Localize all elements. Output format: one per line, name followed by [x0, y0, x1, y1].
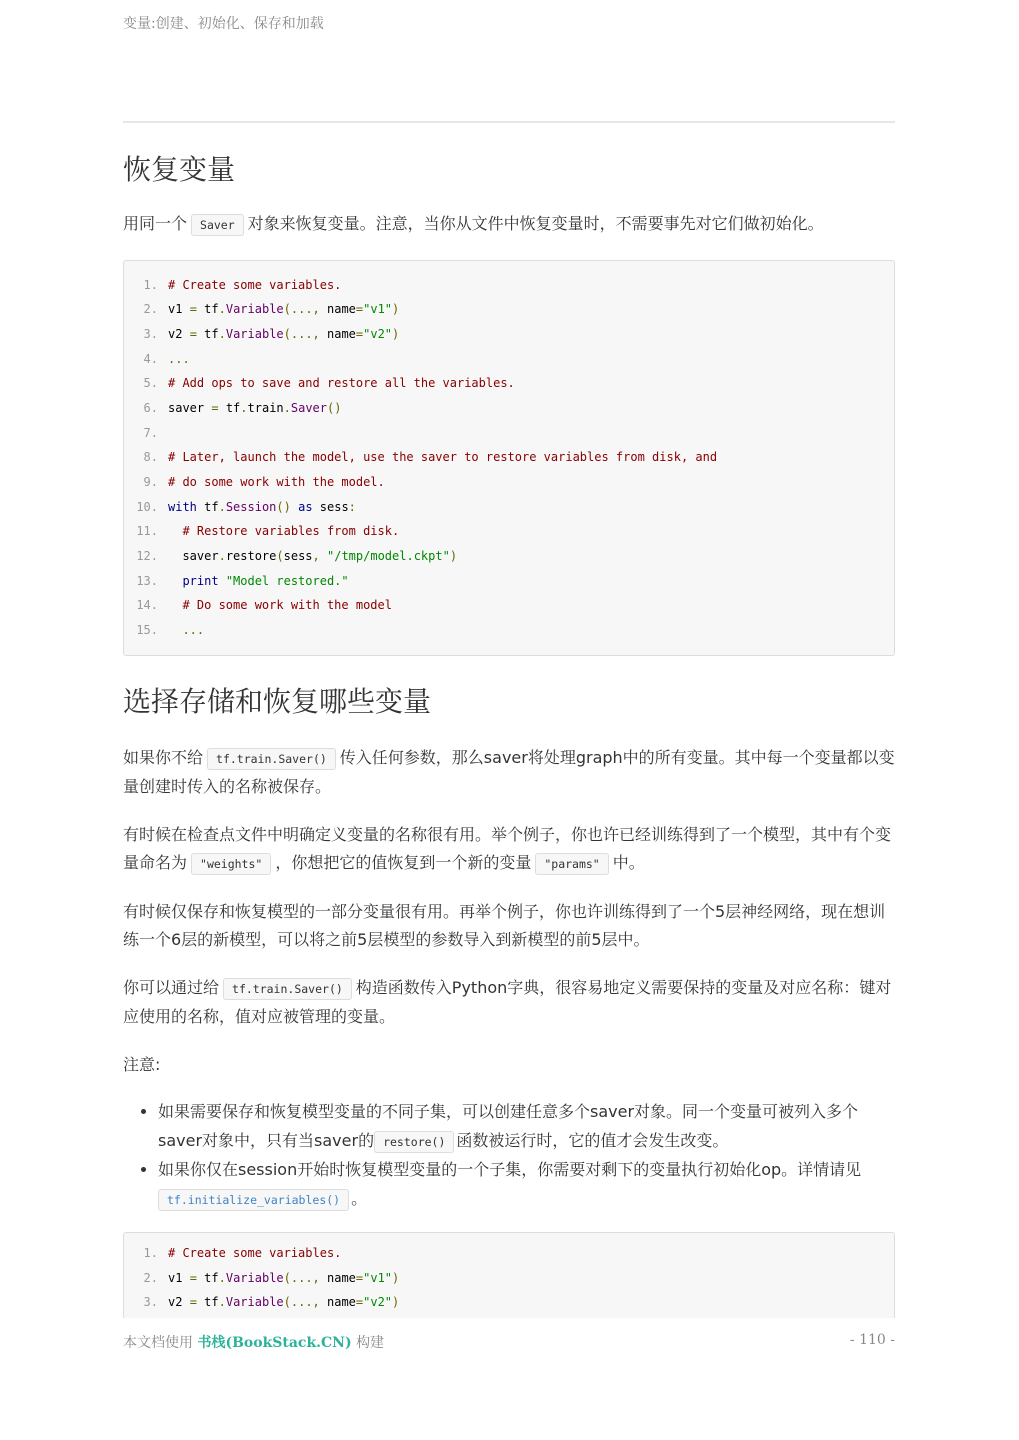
code-text: [168, 396, 341, 421]
code-token: tf: [196, 499, 219, 514]
code-token: Session: [225, 499, 277, 514]
line-number: 3.: [143, 326, 158, 341]
code-token: # Restore variables from disk.: [182, 524, 400, 539]
code-text: [168, 544, 457, 569]
inline-code-train-saver-2: tf.train.Saver(): [223, 978, 352, 1000]
code-token: .: [240, 400, 248, 415]
inline-code-restore: restore(): [374, 1131, 454, 1153]
code-token: .: [283, 400, 291, 415]
note-list: [123, 1098, 895, 1214]
code-token: # Do some work with the model: [182, 598, 392, 613]
line-number: 2.: [143, 302, 158, 317]
line-number: 13.: [136, 573, 158, 588]
line-number: 12.: [136, 549, 158, 564]
code-token: =: [355, 302, 364, 317]
code-token: [168, 524, 182, 538]
note-label: 注意:: [123, 1054, 161, 1074]
code-token: .: [218, 326, 226, 341]
code-line: [124, 495, 894, 520]
text: 构造函数传入Python字典，很容易地定义需要保持的变量及对应名称：键对应使用的名称，值对应被管理的变量。: [123, 977, 892, 1027]
code-token: Variable: [225, 326, 284, 341]
code-text: [168, 273, 341, 298]
code-token: [291, 500, 298, 514]
code-token: v1: [168, 302, 190, 317]
inline-code-params: "params": [535, 853, 608, 875]
code-token: .: [218, 549, 226, 564]
code-token: =: [189, 326, 197, 341]
code-token: (): [327, 400, 342, 415]
code-text: [168, 1266, 399, 1291]
code-token: with: [168, 499, 197, 514]
code-token: ,: [312, 549, 320, 564]
code-text: [168, 593, 392, 618]
code-token: v2: [168, 326, 190, 341]
code-text: [168, 470, 385, 495]
code-block-subset[interactable]: [123, 1232, 895, 1318]
code-token: v1: [168, 1270, 190, 1285]
inline-code-saver: Saver: [191, 214, 244, 236]
code-line: [124, 1241, 894, 1266]
text: 如果你仅在session开始时恢复模型变量的一个子集，你需要对剩下的变量执行初始化op。详情请见: [158, 1160, 862, 1180]
code-line: [124, 371, 894, 396]
code-token: tf: [218, 400, 241, 415]
code-token: ): [449, 549, 458, 564]
text: 中。: [612, 853, 645, 873]
line-number: 7.: [143, 425, 158, 440]
code-token: [219, 574, 226, 588]
code-token: .: [218, 1270, 226, 1285]
code-token: "Model restored.": [225, 573, 349, 588]
list-item: [158, 1098, 895, 1156]
code-token: print: [182, 573, 219, 588]
code-token: [168, 574, 182, 588]
line-number: 4.: [143, 351, 158, 366]
code-line: [124, 519, 894, 544]
text: 传入任何参数，那么saver将处理graph中的所有变量。其中每一个变量都以变量创建时传入的名称被保存。: [123, 747, 895, 797]
code-token: tf: [196, 326, 219, 341]
text: ，你想把它的值恢复到一个新的变量: [275, 853, 532, 873]
footer-brand-link[interactable]: 书栈(BookStack.CN): [197, 1335, 352, 1351]
code-token: # Create some variables.: [168, 277, 342, 292]
code-token: tf: [196, 1295, 219, 1310]
paragraph-restore-intro: [123, 210, 895, 240]
code-token: (...,: [283, 326, 320, 341]
line-number: 1.: [143, 1246, 158, 1260]
code-token: (): [276, 499, 291, 514]
line-number: 8.: [143, 450, 158, 465]
code-token: .: [218, 499, 226, 514]
code-token: :: [348, 499, 356, 514]
header-divider: [123, 121, 895, 123]
code-token: "/tmp/model.ckpt": [327, 549, 450, 564]
code-token: .: [218, 302, 226, 317]
code-token: .: [218, 1295, 226, 1310]
code-token: =: [355, 1270, 364, 1285]
code-text: [168, 347, 190, 372]
code-line: [124, 322, 894, 347]
code-text: [168, 322, 399, 347]
code-line: [124, 544, 894, 569]
code-token: # Add ops to save and restore all the variables.: [168, 376, 515, 391]
code-line: [124, 445, 894, 470]
code-token: ): [392, 326, 400, 341]
code-token: name: [319, 302, 356, 317]
code-line: [124, 593, 894, 618]
code-text: [168, 297, 399, 322]
text: 函数被运行时，它的值才会发生改变。: [456, 1130, 729, 1150]
page-number: - 110 -: [849, 1332, 895, 1348]
code-block-restore[interactable]: [123, 260, 895, 656]
code-token: [168, 623, 182, 637]
inline-code-train-saver: tf.train.Saver(): [207, 748, 336, 770]
code-token: Variable: [225, 1270, 284, 1285]
line-number: 10.: [136, 499, 158, 514]
code-token: ): [392, 1270, 400, 1285]
code-line: [124, 396, 894, 421]
code-block-partial-wrapper: [123, 1232, 895, 1318]
main-content: [123, 150, 895, 1214]
code-text: [168, 495, 356, 520]
text: 你可以通过给: [123, 977, 220, 997]
code-line: [124, 618, 894, 643]
code-text: [168, 445, 717, 470]
code-token: # do some work with the model.: [168, 475, 385, 489]
code-token: ): [392, 1295, 400, 1310]
code-token: =: [189, 1295, 197, 1310]
text: 有时候在检查点文件中明确定义变量的名称很有用。举个例子，你也许已经训练得到了一个模型，其中有个变量命名为: [123, 824, 892, 873]
line-number: 2.: [143, 1270, 158, 1285]
code-token: tf: [196, 1270, 219, 1285]
code-token: sess: [283, 549, 313, 564]
code-token: ...: [182, 623, 205, 638]
text: 对象来恢复变量。注意，当你从文件中恢复变量时，不需要事先对它们做初始化。: [247, 214, 824, 233]
code-token: # Later, launch the model, use the saver to restore variables from disk, and: [168, 450, 718, 465]
code-token: [320, 549, 327, 563]
code-token: (: [276, 549, 284, 564]
code-token: (...,: [283, 1270, 320, 1285]
line-number: 9.: [143, 475, 158, 489]
inline-code-weights: "weights": [191, 853, 271, 875]
line-number: 5.: [143, 376, 158, 391]
footer-suffix: 构建: [356, 1335, 385, 1351]
line-number: 6.: [143, 400, 158, 415]
code-token: train: [247, 400, 284, 415]
code-token: saver: [168, 549, 219, 564]
footer-credit: [123, 1332, 384, 1352]
code-token: =: [189, 1270, 197, 1285]
code-token: tf: [196, 302, 219, 317]
code-token: name: [319, 326, 356, 341]
line-number: 14.: [136, 598, 158, 613]
section-title-choose-variables: 选择存储和恢复哪些变量: [123, 684, 432, 718]
code-token: restore: [225, 549, 277, 564]
code-token: "v2": [363, 326, 393, 341]
line-number: 15.: [136, 623, 158, 638]
text: 如果需要保存和恢复模型变量的不同子集，可以创建任意多个saver对象。同一个变量可被列入多个saver对象中，只有当saver的: [158, 1102, 859, 1150]
code-text: [168, 1290, 399, 1315]
section-title-restore: 恢复变量: [123, 153, 236, 186]
code-line: [124, 569, 894, 594]
paragraph-3: 有时候仅保存和恢复模型的一部分变量很有用。再举个例子，你也许训练得到了一个5层神经网络，现在想训练一个6层的新模型，可以将之前5层模型的参数导入到新模型的前5层中。: [123, 901, 886, 950]
list-item: [158, 1156, 895, 1214]
text: 如果你不给: [123, 747, 204, 767]
code-token: [168, 598, 182, 612]
code-token: (...,: [283, 302, 320, 317]
code-line: [124, 421, 894, 446]
line-number: 1.: [143, 277, 158, 292]
code-text: [168, 519, 399, 544]
link-initialize-variables[interactable]: tf.initialize_variables(): [158, 1189, 349, 1211]
code-token: Variable: [225, 1295, 284, 1310]
text: 用同一个: [123, 214, 188, 233]
paragraph-2: [123, 821, 895, 879]
code-token: =: [189, 302, 197, 317]
code-token: =: [355, 326, 364, 341]
code-token: saver: [168, 400, 212, 415]
code-token: "v2": [363, 1295, 393, 1310]
code-line: [124, 1266, 894, 1291]
code-line: [124, 273, 894, 298]
code-token: name: [319, 1270, 356, 1285]
code-token: ...: [168, 351, 190, 366]
paragraph-1: [123, 744, 895, 802]
code-token: Variable: [225, 302, 284, 317]
running-header: 变量:创建、初始化、保存和加载: [123, 16, 324, 32]
code-token: (...,: [283, 1295, 320, 1310]
paragraph-4: [123, 974, 895, 1032]
line-number: 11.: [136, 524, 158, 539]
code-token: as: [298, 499, 313, 514]
text: 。: [351, 1188, 368, 1208]
code-token: name: [319, 1295, 356, 1310]
code-line: [124, 470, 894, 495]
code-text: [168, 371, 515, 396]
code-text: [168, 1241, 341, 1266]
code-token: # Create some variables.: [168, 1246, 342, 1260]
footer-prefix: 本文档使用: [123, 1335, 193, 1351]
code-token: sess: [312, 499, 349, 514]
code-token: =: [355, 1295, 364, 1310]
code-token: v2: [168, 1295, 190, 1310]
code-token: ): [392, 302, 400, 317]
code-text: [168, 569, 349, 594]
code-text: [168, 618, 204, 643]
line-number: 3.: [143, 1295, 158, 1310]
code-line: [124, 297, 894, 322]
code-token: Saver: [290, 400, 327, 415]
code-token: =: [211, 400, 219, 415]
code-token: "v1": [363, 302, 393, 317]
code-token: "v1": [363, 1270, 393, 1285]
code-line: [124, 347, 894, 372]
code-line: [124, 1290, 894, 1315]
